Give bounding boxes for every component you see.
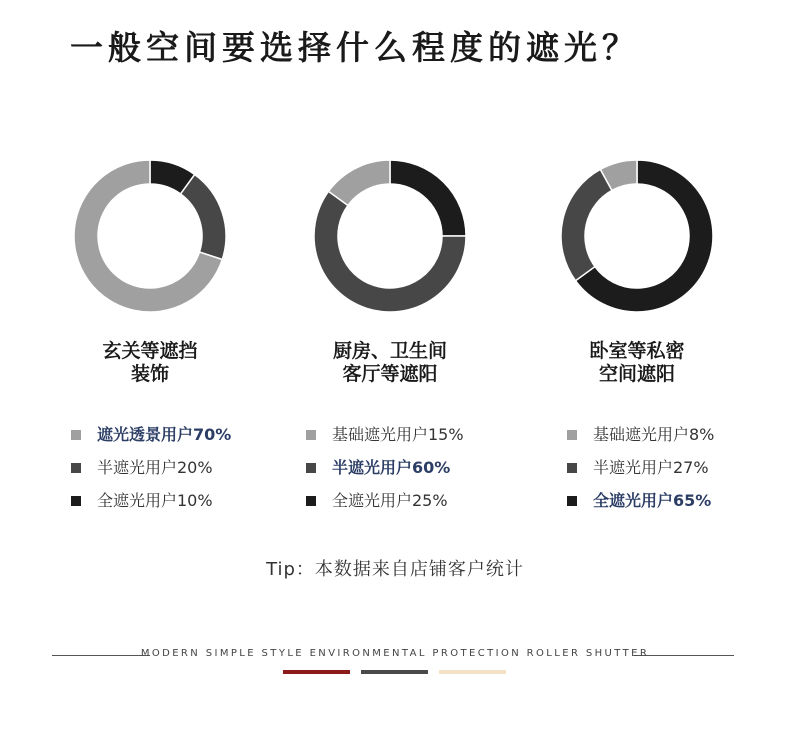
page-title: 一般空间要选择什么程度的遮光？ [70,28,640,67]
chart-bedroom [517,156,757,510]
footer-color-bar [439,670,506,674]
legend-label: 基础遮光用户15% [332,425,464,444]
legend-label: 半遮光用户20% [97,458,213,477]
legend-label: 全遮光用户10% [97,491,213,510]
chart-title [270,340,510,386]
chart-title-line-1: 卧室等私密 [589,340,685,362]
legend-swatch [71,430,81,440]
legend-swatch [71,463,81,473]
donut-slice-2 [181,175,226,260]
legend-item [306,490,464,523]
legend-swatch [306,463,316,473]
donut-slice-3 [390,160,466,236]
legend-item [567,457,714,490]
legend-item [71,424,231,457]
donut-chart [557,156,717,316]
chart-title [517,340,757,386]
footer-color-bar [283,670,350,674]
legend-swatch [71,496,81,506]
data-source-tip: Tip：本数据来自店铺客户统计 [266,559,524,580]
legend-swatch [306,496,316,506]
footer-tagline: MODERN SIMPLE STYLE ENVIRONMENTAL PROTECTION ROLLER SHUTTER [140,648,650,659]
legend-label: 半遮光用户60% [332,458,451,477]
chart-title-line-2: 客厅等遮阳 [342,363,438,385]
legend [567,424,714,523]
legend-item [567,424,714,457]
legend-swatch [306,430,316,440]
legend-label: 全遮光用户25% [332,491,448,510]
footer-color-bar [361,670,428,674]
legend-label: 半遮光用户27% [593,458,709,477]
legend-item [306,424,464,457]
legend-swatch [567,463,577,473]
legend-item [306,457,464,490]
legend [71,424,231,523]
donut-chart [70,156,230,316]
chart-kitchen-living [270,156,510,510]
chart-title-line-2: 空间遮阳 [598,363,675,385]
legend-swatch [567,496,577,506]
donut-slice-2 [561,169,612,280]
legend [306,424,464,523]
legend-item [71,490,231,523]
legend-label: 全遮光用户65% [593,491,712,510]
donut-slice-1 [329,160,390,205]
chart-title [30,340,270,386]
legend-label: 基础遮光用户8% [593,425,715,444]
chart-title-line-1: 厨房、卫生间 [332,340,447,362]
legend-label: 遮光透景用户70% [97,425,232,444]
chart-entryway [30,156,270,510]
chart-title-line-1: 玄关等遮挡 [102,340,198,362]
chart-title-line-2: 装饰 [130,363,169,385]
legend-swatch [567,430,577,440]
donut-chart [310,156,470,316]
legend-item [567,490,714,523]
legend-item [71,457,231,490]
